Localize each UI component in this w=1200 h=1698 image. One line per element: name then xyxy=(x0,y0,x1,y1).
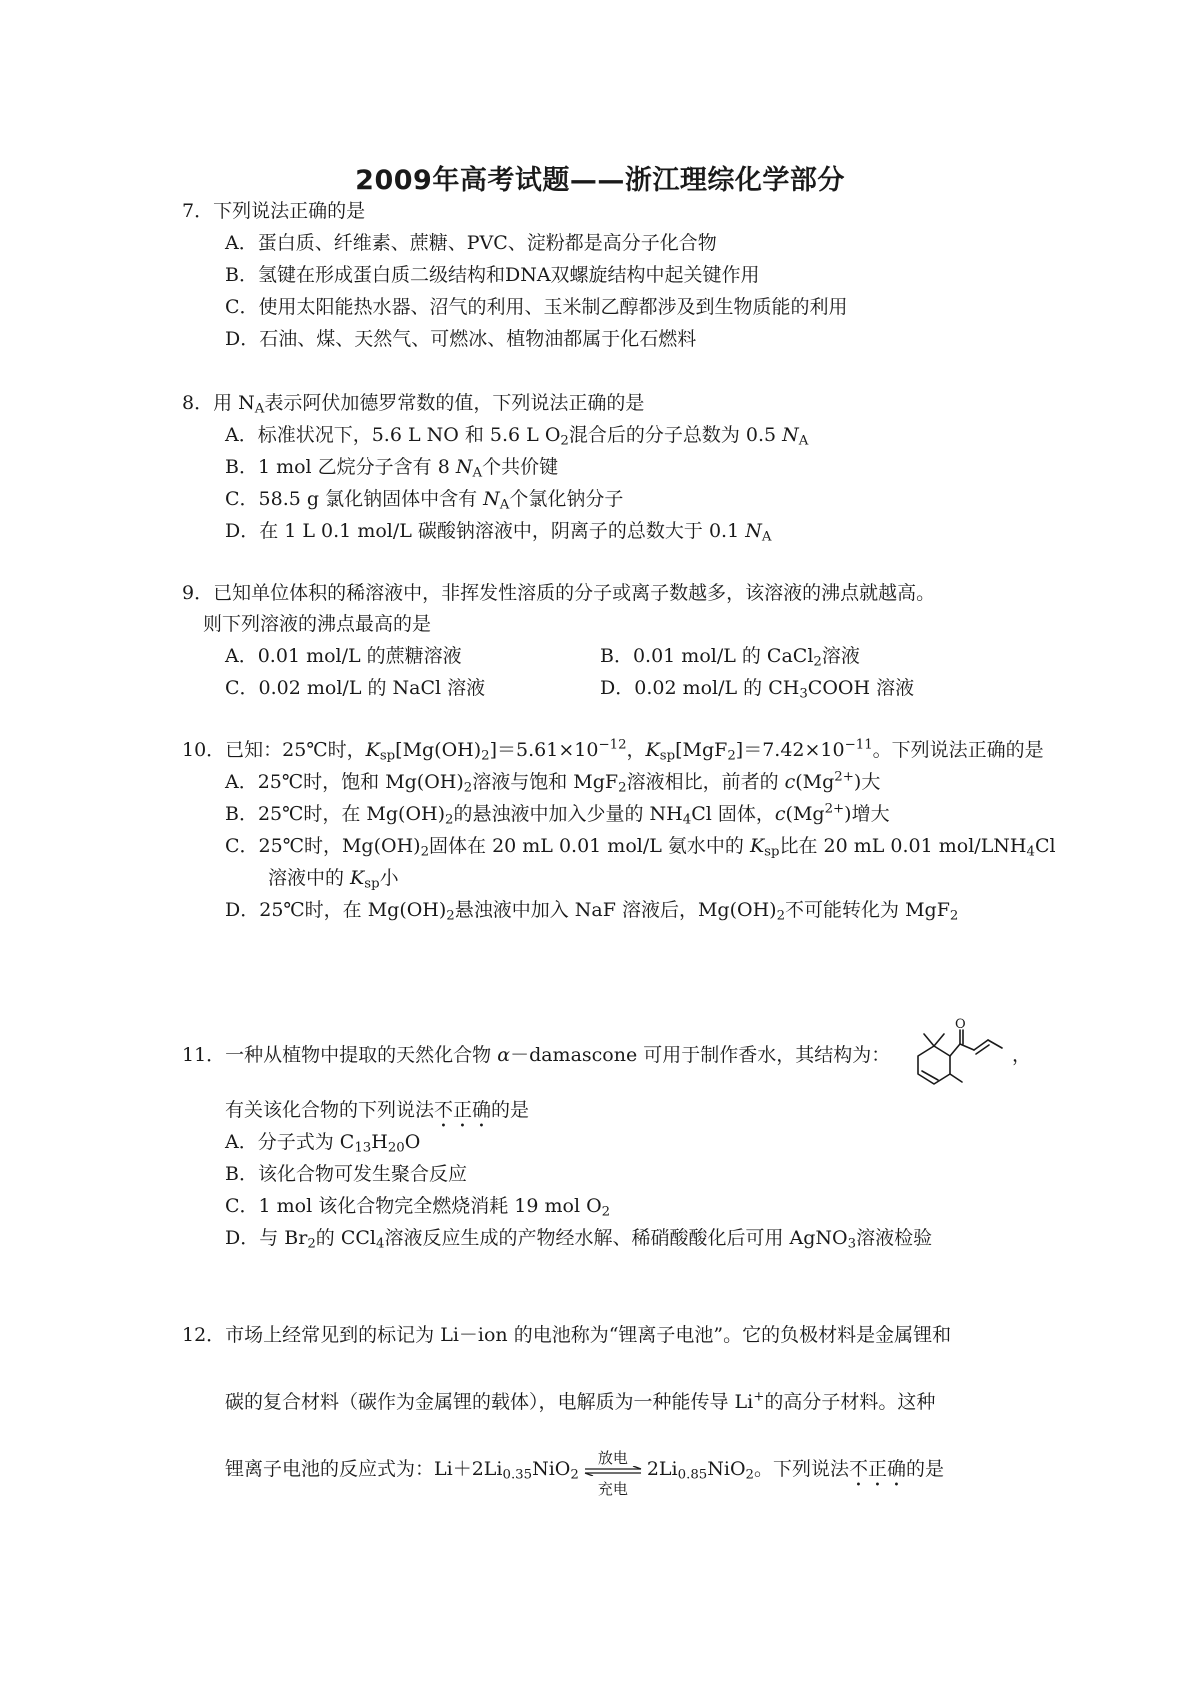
q9-option-d: D．0.02 mol/L 的 $CH_3COOH$ 溶液 xyxy=(600,677,915,702)
q11-option-c: C．1 mol 该化合物完全燃烧消耗 19 mol $O_2$ xyxy=(225,1195,611,1220)
q9-option-b: B．0.01 mol/L 的 CaCl$_2$溶液 xyxy=(600,645,860,670)
q7-option-b: B．氢键在形成蛋白质二级结构和DNA双螺旋结构中起关键作用 xyxy=(225,264,760,286)
reversible-arrow-icon xyxy=(583,1466,643,1476)
q11-option-d: D．与 $Br_2$的 CCl$_4$溶液反应生成的产物经水解、稀硝酸酸化后可用 AgNO$_3$溶液检验 xyxy=(225,1227,933,1252)
q9-stem-line1: 9．已知单位体积的稀溶液中，非挥发性溶质的分子或离子数越多，该溶液的沸点就越高。 xyxy=(182,582,936,604)
structure-oxygen-label: O xyxy=(955,1018,966,1032)
q9-option-c: C．0.02 mol/L 的 NaCl 溶液 xyxy=(225,677,486,699)
q10-option-b: B．25℃时，在 $Mg(OH)_2$的悬浊液中加入少量的 $NH_4Cl$ 固体，$c(Mg^{2+})$增大 xyxy=(225,801,890,828)
q10-stem: 10．已知：25℃时，$K_{sp}[Mg(OH)_2]=5.61\times 10^{-12}$，$K_{sp}[MgF_2]=7.42\times 10^{-11}$。下列说法正确的是 xyxy=(182,737,1044,764)
q11-stem-comma: ， xyxy=(1012,1044,1032,1066)
q7-option-c: C．使用太阳能热水器、沼气的利用、玉米制乙醇都涉及到生物质能的利用 xyxy=(225,296,848,318)
q12-stem-line3: 锂离子电池的反应式为：$Li+2Li_{0.35}NiO_2$ 放电 充电 $2Li_{0.85}NiO_2$。下列说法不正确的是 xyxy=(225,1456,944,1491)
q8-option-b: B．1 mol 乙烷分子含有 8 $N_A$个共价键 xyxy=(225,456,559,481)
q9-option-a: A．0.01 mol/L 的蔗糖溶液 xyxy=(225,645,462,667)
q7-option-a: A．蛋白质、纤维素、蔗糖、PVC、淀粉都是高分子化合物 xyxy=(225,232,717,254)
q9-stem-line2: 则下列溶液的沸点最高的是 xyxy=(203,613,432,635)
reversible-reaction-arrow xyxy=(583,1449,643,1498)
q8-option-d: D．在 1 L 0.1 mol/L 碳酸钠溶液中，阴离子的总数大于 0.1 $N_A$ xyxy=(225,520,772,545)
q10-option-d: D．25℃时，在 $Mg(OH)_2$悬浊液中加入 NaF 溶液后，$Mg(OH)_2$不可能转化为 MgF$_2$ xyxy=(225,899,959,924)
q11-stem-line2: 有关该化合物的下列说法不正确的是 xyxy=(225,1099,530,1121)
q11-option-a: A．分子式为 $C_{13}H_{20}O$ xyxy=(225,1131,421,1156)
q8-option-c: C．58.5 g 氯化钠固体中含有 $N_A$个氯化钠分子 xyxy=(225,488,624,513)
q10-option-c: C．25℃时，$Mg(OH)_2$固体在 20 mL 0.01 mol/L 氨水中的 $K_{sp}$比在 20 mL 0.01 mol/$LNH_4Cl$ xyxy=(225,835,1056,860)
damascone-structure-diagram xyxy=(898,1018,1008,1090)
q8-stem: 8．用 $N_A$表示阿伏加德罗常数的值，下列说法正确的是 xyxy=(182,392,645,417)
discharge-label: 放电 xyxy=(597,1449,628,1467)
charge-label: 充电 xyxy=(597,1480,628,1498)
emphasis-text: 不正确 xyxy=(434,1099,492,1121)
q7-option-d: D．石油、煤、天然气、可燃冰、植物油都属于化石燃料 xyxy=(225,328,697,350)
emphasis-text: 不正确 xyxy=(849,1458,907,1480)
q12-stem-line2: 碳的复合材料（碳作为金属锂的载体），电解质为一种能传导 Li+的高分子材料。这种 xyxy=(225,1389,936,1413)
q10-option-a: A．25℃时，饱和 $Mg(OH)_2$溶液与饱和 MgF$_2$溶液相比，前者的 $c(Mg^{2+})$大 xyxy=(225,769,881,796)
q11-stem-line1: 11．一种从植物中提取的天然化合物 α－damascone 可用于制作香水，其结构为： xyxy=(182,1044,891,1066)
q11-option-b: B．该化合物可发生聚合反应 xyxy=(225,1163,467,1185)
q8-option-a: A．标准状况下，5.6 L NO 和 5.6 L $O_2$混合后的分子总数为 0.5 $N_A$ xyxy=(225,424,809,449)
page-title: 2009年高考试题——浙江理综化学部分 xyxy=(355,165,845,196)
q12-stem-line1: 12．市场上经常见到的标记为 Li－ion 的电池称为“锂离子电池”。它的负极材料是金属锂和 xyxy=(182,1324,952,1346)
q10-option-c-cont: 溶液中的 $K_{sp}$小 xyxy=(268,867,399,892)
q7-stem: 7．下列说法正确的是 xyxy=(182,200,366,222)
